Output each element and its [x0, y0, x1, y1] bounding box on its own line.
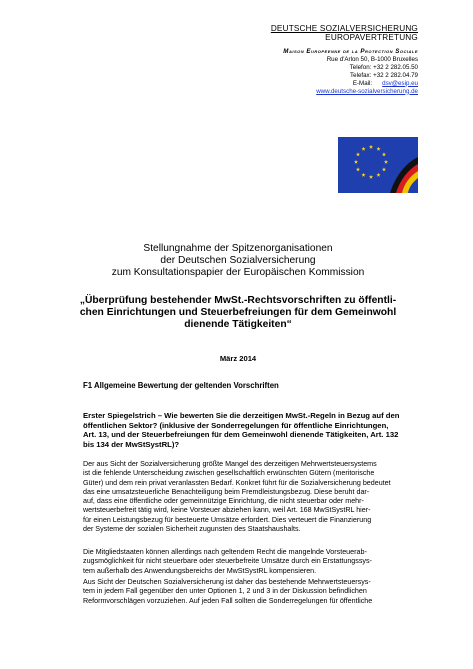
paragraph-line: ist die fehlende Unterscheidung zwischen gesellschaftlich erwünschten Gütern (meritorische — [83, 469, 375, 478]
paragraph-line: der Systeme der sozialen Sicherheit zugunsten des Staatshaushalts. — [83, 525, 301, 534]
paragraph-line: wertsteuerbefreit tätig wird, keine Vorsteuer abziehen kann, weil Art. 168 MwStSystRL hier- — [83, 506, 371, 515]
contact-block — [283, 48, 418, 95]
paragraph-line: zugsmöglichkeit für nicht steuerbare oder steuerbefreite Umsätze durch ein Erstattungssys- — [83, 557, 372, 566]
email-link[interactable]: dsv@esip.eu — [382, 79, 418, 87]
section-heading: F1 Allgemeine Bewertung der geltenden Vorschriften — [83, 381, 279, 390]
subject-line-3: dienende Tätigkeiten“ — [184, 319, 292, 331]
paragraph-line: Reformvorschlägen vorzuziehen. Auf jeden Fall sollten die Sonderregelungen für öffentliche — [83, 596, 373, 605]
paragraph-3 — [83, 578, 415, 606]
paragraph-line: tem in jedem Fall gegenüber den unter Optionen 1, 2 und 3 in der Diskussion befindlichen — [83, 587, 367, 596]
title-line-1: Stellungnahme der Spitzenorganisationen — [143, 243, 333, 254]
telefax-line: Telefax: +32 2 282.04.79 — [350, 71, 418, 79]
paragraph-line: für einen Leistungsbezug für besteuerte Umsätze erfordert. Dies verteuert die Finanzierung — [83, 515, 372, 524]
paragraph-line: tem außerhalb des Anwendungsbereichs der MwStSystRL kompensieren. — [83, 566, 317, 575]
website-link[interactable]: www.deutsche-sozialversicherung.de — [316, 87, 418, 95]
paragraph-line: Aus Sicht der Deutschen Sozialversicherung ist daher das bestehende Mehrwertsteuersys- — [83, 578, 371, 586]
statement-title — [60, 243, 416, 278]
question-block — [83, 411, 413, 449]
paragraph-line: auf, dass eine öffentliche oder gemeinnützige Einrichtung, die nicht steuerbar oder mehr- — [83, 497, 364, 506]
paragraph-line: das eine umsatzsteuerliche Benachteiligung beim Fremdleistungsbezug. Diese beruht dar- — [83, 487, 370, 496]
org-subtitle: EUROPAVERTRETUNG — [325, 33, 418, 43]
address-line: Rue d'Arlon 50, B-1000 Bruxelles — [326, 55, 418, 63]
subject-line-1: „Überprüfung bestehender MwSt.-Rechtsvorschriften zu öffentli- — [79, 295, 397, 306]
question-line-4: bis 134 der MwStSystRL)? — [83, 439, 180, 449]
title-line-2: der Deutschen Sozialversicherung — [160, 254, 316, 266]
paragraph-2 — [83, 548, 415, 576]
question-line-2: öffentlichen Sektor? (inklusive der Sonderregelungen für öffentliche Einrichtungen, — [83, 420, 389, 430]
org-name: DEUTSCHE SOZIALVERSICHERUNG — [270, 24, 418, 33]
paragraph-line: Güter) und dem rein privat veranlassten Bedarf. Konkret führt für die Sozialversicherung bedeutet — [83, 478, 391, 487]
eu-germany-flag-logo — [338, 137, 418, 193]
title-line-3: zum Konsultationspapier der Europäischen Kommission — [111, 266, 365, 278]
document-date: März 2014 — [219, 354, 257, 363]
email-label: E-Mail: — [352, 79, 373, 87]
maison-line: Maison Europeenne de la Protection Sociale — [283, 48, 418, 55]
organization-header — [271, 24, 418, 42]
telefon-line: Telefon: +32 2 282.05.50 — [349, 63, 418, 71]
subject-line-2: chen Einrichtungen und Steuerbefreiungen für dem Gemeinwohl — [79, 307, 397, 319]
question-line-1: Erster Spiegelstrich – Wie bewerten Sie die derzeitigen MwSt.-Regeln in Bezug auf den — [83, 411, 400, 420]
paragraph-line: Der aus Sicht der Sozialversicherung größte Mangel des derzeitigen Mehrwertsteuersystems — [83, 460, 377, 468]
email-line — [283, 80, 418, 88]
question-line-3: Art. 13, und der Steuerbefreiungen für dem Gemeinwohl dienende Tätigkeiten, Art. 132 — [83, 430, 399, 440]
paragraph-1 — [83, 460, 415, 534]
paragraph-line: Die Mitgliedstaaten können allerdings nach geltendem Recht die mangelnde Vorsteuerab- — [83, 548, 367, 556]
consultation-subject — [60, 295, 416, 332]
